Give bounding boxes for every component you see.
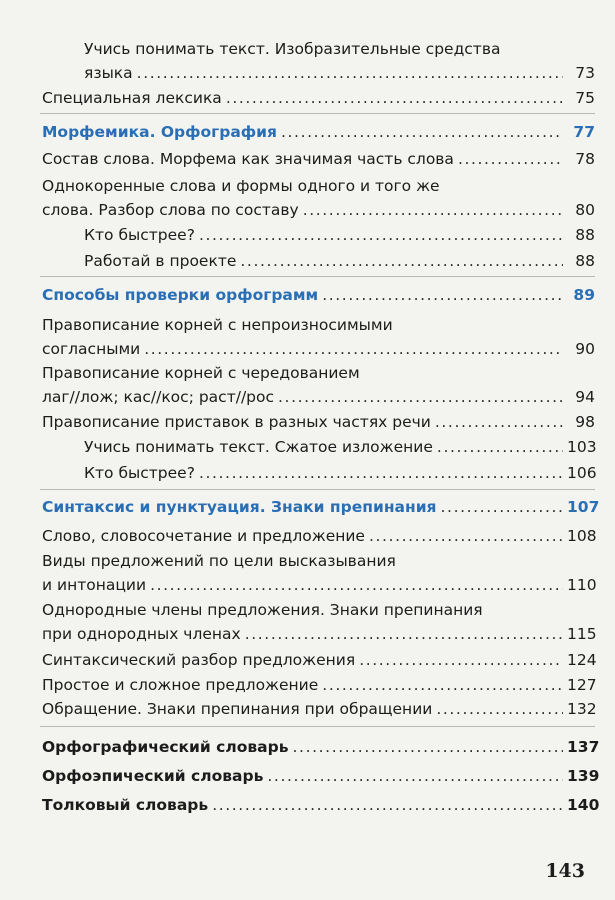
- toc-appendix-entry: [42, 764, 600, 788]
- toc-section-title: Синтаксис и пунктуация. Знаки препинания: [42, 498, 437, 516]
- dot-leader: [199, 223, 563, 247]
- toc-entry-page: 103: [567, 438, 597, 456]
- toc-entry: [42, 673, 595, 697]
- dot-leader: [150, 573, 563, 597]
- dot-leader: [303, 198, 563, 222]
- dot-leader: [137, 61, 563, 85]
- toc-entry: [42, 697, 595, 721]
- toc-entry-title: Слово, словосочетание и предложение: [42, 527, 365, 545]
- dot-leader: [441, 495, 563, 519]
- toc-entry-page: 110: [567, 576, 597, 595]
- toc-entry-title: Обращение. Знаки препинания при обращении: [42, 700, 433, 718]
- dot-leader: [144, 337, 563, 361]
- toc-entry-title-line: Виды предложений по цели высказывания: [42, 552, 396, 570]
- toc-entry-page: 75: [575, 89, 595, 107]
- toc-entry-title-line: Учись понимать текст. Изобразительные средства: [84, 40, 501, 58]
- toc-entry-title: согласными: [42, 340, 141, 359]
- toc-entry-title: Специальная лексика: [42, 89, 222, 107]
- toc-entry-title: Учись понимать текст. Сжатое изложение: [84, 438, 433, 456]
- toc-entry-title: Правописание приставок в разных частях речи: [42, 413, 431, 431]
- dot-leader: [322, 283, 563, 307]
- toc-entry-page: 73: [575, 64, 595, 83]
- toc-entry: [84, 249, 595, 273]
- toc-entry-page: 90: [575, 340, 595, 359]
- dot-leader: [267, 764, 563, 788]
- dot-leader: [437, 435, 563, 459]
- toc-entry: [42, 648, 595, 672]
- toc-section-title: Морфемика. Орфография: [42, 123, 277, 141]
- toc-entry-title-line: Правописание корней с чередованием: [42, 364, 360, 382]
- toc-entry: [42, 524, 595, 548]
- toc-entry-page: 108: [567, 527, 597, 545]
- toc-entry-page: 88: [575, 226, 595, 244]
- toc-entry: [42, 410, 595, 434]
- toc-entry-title: Орфографический словарь: [42, 738, 289, 756]
- dot-leader: [281, 120, 563, 144]
- toc-entry: [42, 361, 595, 410]
- toc-entry-title: Состав слова. Морфема как значимая часть слова: [42, 150, 454, 168]
- toc-appendix-entry: [42, 735, 600, 759]
- dot-leader: [359, 648, 563, 672]
- toc-entry-page: 137: [567, 738, 600, 756]
- dot-leader: [435, 410, 563, 434]
- toc-entry-page: 89: [573, 286, 595, 304]
- toc-entry-title: Кто быстрее?: [84, 464, 195, 482]
- toc-entry-title: лаг//лож; кас//кос; раст//рос: [42, 388, 275, 407]
- toc-entry-title: слова. Разбор слова по составу: [42, 201, 299, 220]
- toc-entry: [42, 147, 595, 171]
- toc-entry-title: Синтаксический разбор предложения: [42, 651, 356, 669]
- toc-entry: [42, 598, 595, 647]
- section-divider: [40, 113, 595, 114]
- toc-entry-page: 139: [567, 767, 600, 785]
- toc-entry-page: 106: [567, 464, 597, 482]
- toc-entry-title: Толковый словарь: [42, 796, 209, 814]
- toc-entry: [84, 435, 595, 459]
- dot-leader: [436, 697, 563, 721]
- toc-entry-title: Работай в проекте: [84, 252, 237, 270]
- toc-entry-page: 98: [575, 413, 595, 431]
- dot-leader: [278, 385, 563, 409]
- toc-entry-page: 124: [567, 651, 597, 669]
- toc-section-heading: [42, 120, 595, 144]
- toc-appendix-entry: [42, 793, 600, 817]
- dot-leader: [293, 735, 563, 759]
- section-divider: [40, 726, 595, 727]
- toc-entry-page: 80: [575, 201, 595, 220]
- toc-entry-page: 115: [567, 625, 597, 644]
- toc-entry-title: и интонации: [42, 576, 147, 595]
- toc-entry: [42, 174, 595, 223]
- toc-entry-page: 107: [567, 498, 600, 516]
- dot-leader: [245, 622, 563, 646]
- toc-entry-page: 88: [575, 252, 595, 270]
- toc-entry-page: 127: [567, 676, 597, 694]
- dot-leader: [226, 86, 563, 110]
- dot-leader: [369, 524, 563, 548]
- toc-entry: [84, 37, 595, 86]
- toc-entry: [84, 223, 595, 247]
- toc-entry-title: Простое и сложное предложение: [42, 676, 319, 694]
- dot-leader: [212, 793, 563, 817]
- toc-entry: [42, 86, 595, 110]
- section-divider: [40, 276, 595, 277]
- toc-entry-title: Кто быстрее?: [84, 226, 195, 244]
- toc-section-heading: [42, 495, 600, 519]
- toc-section-title: Способы проверки орфограмм: [42, 286, 319, 304]
- toc-entry-title: Орфоэпический словарь: [42, 767, 264, 785]
- section-divider: [40, 489, 595, 490]
- toc-section-heading: [42, 283, 595, 307]
- toc-entry-page: 132: [567, 700, 597, 718]
- toc-entry: [42, 313, 595, 362]
- toc-entry-title-line: Однородные члены предложения. Знаки препинания: [42, 601, 483, 619]
- toc-entry: [84, 461, 595, 485]
- toc-entry-page: 78: [575, 150, 595, 168]
- page-number: 143: [545, 860, 585, 882]
- toc-entry-page: 140: [567, 796, 600, 814]
- toc-entry-title: при однородных членах: [42, 625, 241, 644]
- dot-leader: [240, 249, 563, 273]
- toc-entry: [42, 549, 595, 598]
- toc-entry-page: 77: [573, 123, 595, 141]
- dot-leader: [199, 461, 563, 485]
- dot-leader: [322, 673, 563, 697]
- toc-entry-page: 94: [575, 388, 595, 407]
- toc-entry-title: языка: [84, 64, 133, 83]
- toc-entry-title-line: Правописание корней с непроизносимыми: [42, 316, 393, 334]
- dot-leader: [458, 147, 563, 171]
- toc-entry-title-line: Однокоренные слова и формы одного и того же: [42, 177, 440, 195]
